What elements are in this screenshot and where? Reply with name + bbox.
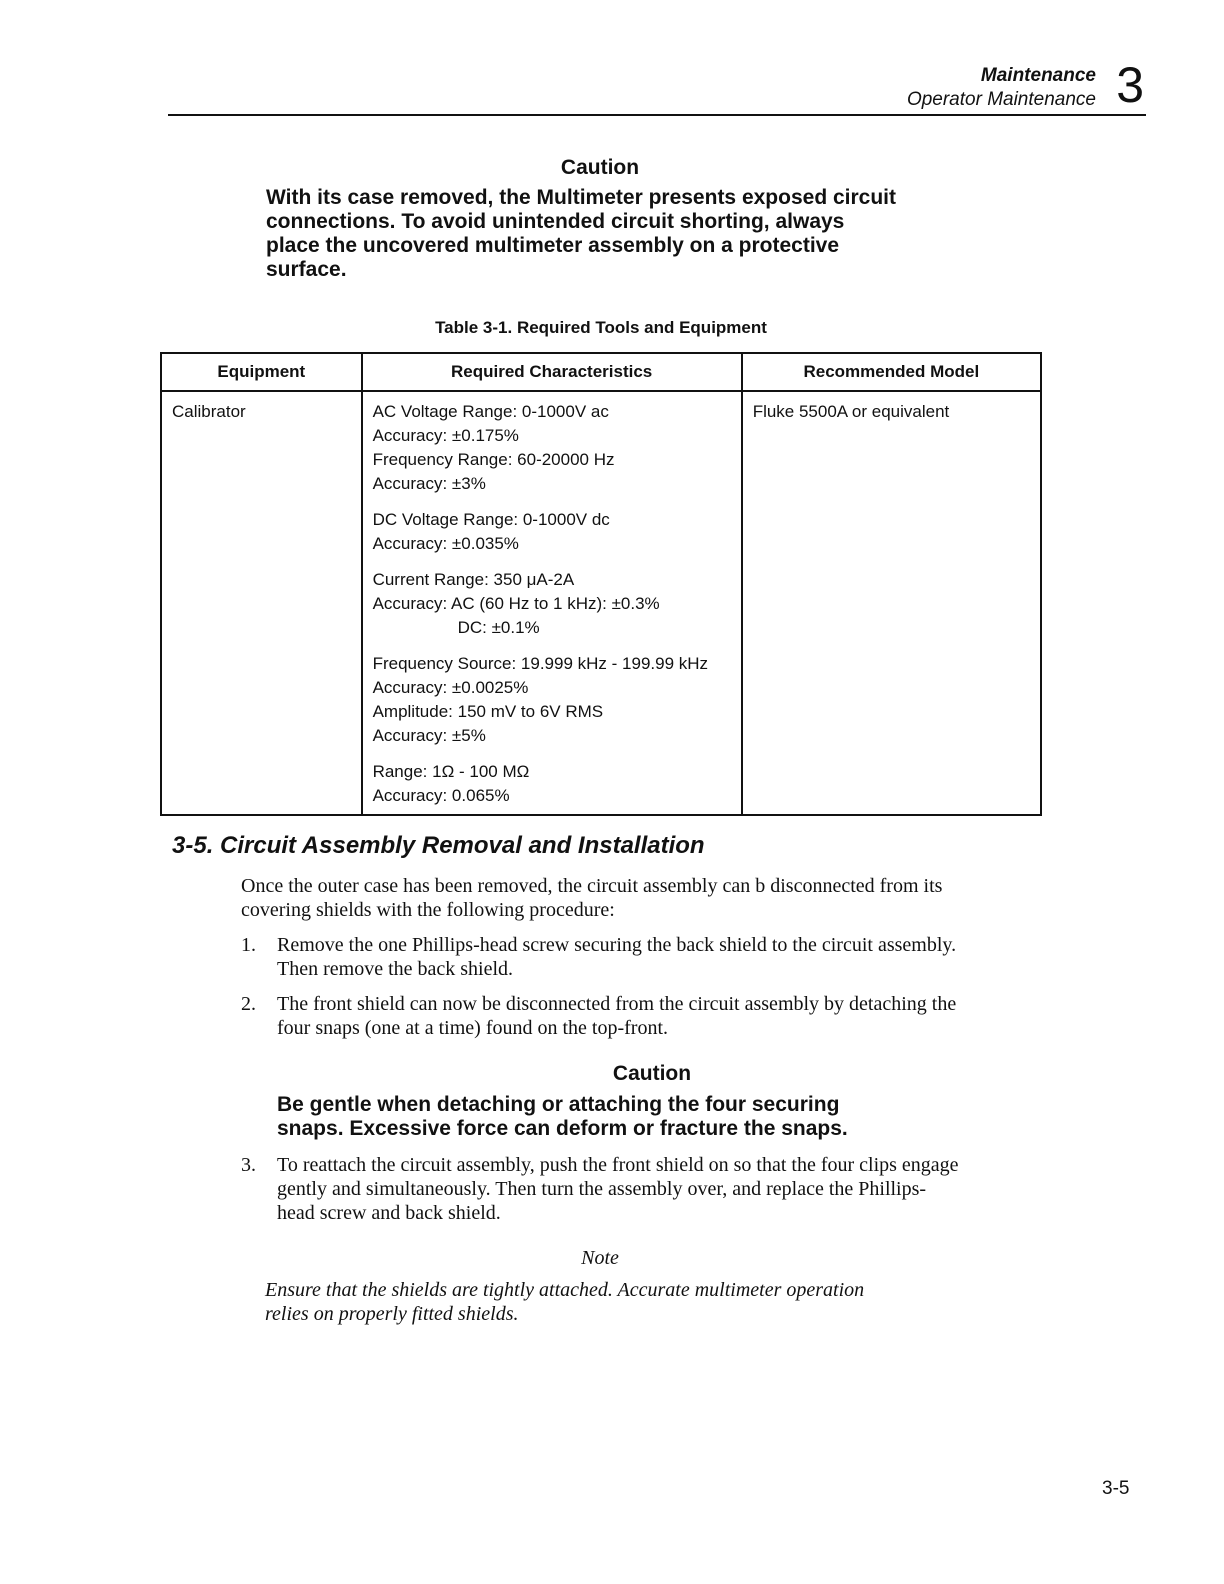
note-line: relies on properly fitted shields. bbox=[265, 1303, 519, 1325]
model-cell: Fluke 5500A or equivalent bbox=[742, 391, 1041, 815]
equipment-cell: Calibrator bbox=[161, 391, 362, 815]
characteristics-group bbox=[373, 652, 731, 748]
column-header-characteristics: Required Characteristics bbox=[362, 353, 742, 391]
step-line: Then remove the back shield. bbox=[277, 958, 514, 980]
step-text bbox=[277, 1153, 1041, 1225]
table-header-row bbox=[161, 353, 1041, 391]
step-line: gently and simultaneously. Then turn the assembly over, and replace the Phillips- bbox=[277, 1178, 927, 1200]
characteristic-line: Amplitude: 150 mV to 6V RMS bbox=[372, 702, 604, 721]
section-heading: 3-5. Circuit Assembly Removal and Installation bbox=[172, 832, 705, 859]
step-line: four snaps (one at a time) found on the top-front. bbox=[277, 1017, 669, 1039]
table-caption: Table 3-1. Required Tools and Equipment bbox=[435, 318, 767, 337]
characteristic-line: DC: ±0.1% bbox=[457, 618, 540, 637]
characteristics-group bbox=[373, 400, 731, 496]
characteristic-line: Accuracy: 0.065% bbox=[372, 786, 510, 805]
step-number: 3. bbox=[241, 1154, 256, 1176]
page-number: 3-5 bbox=[1102, 1478, 1130, 1499]
characteristic-line: Current Range: 350 μA-2A bbox=[372, 570, 575, 589]
characteristics-cell bbox=[362, 391, 742, 815]
note-text bbox=[265, 1278, 945, 1326]
caution-line: snaps. Excessive force can deform or fracture the snaps. bbox=[277, 1117, 848, 1140]
caution-title: Caution bbox=[612, 1062, 692, 1085]
step-text bbox=[277, 992, 1041, 1040]
step-number: 2. bbox=[241, 993, 256, 1015]
running-header bbox=[168, 57, 1146, 116]
equipment-table bbox=[160, 352, 1042, 816]
characteristics-group bbox=[373, 760, 731, 808]
characteristic-line: Frequency Range: 60-20000 Hz bbox=[372, 450, 615, 469]
header-subsection: Operator Maintenance bbox=[906, 89, 1096, 110]
characteristic-line: Accuracy: ±0.0025% bbox=[372, 678, 529, 697]
step-line: head screw and back shield. bbox=[277, 1202, 501, 1224]
header-section-labels bbox=[907, 64, 1096, 112]
caution-line: With its case removed, the Multimeter presents exposed circuit bbox=[266, 186, 896, 209]
characteristics-group bbox=[373, 568, 731, 640]
step-line: To reattach the circuit assembly, push the front shield on so that the four clips engage bbox=[277, 1154, 959, 1176]
caution-text bbox=[277, 1093, 977, 1141]
header-section: Maintenance bbox=[980, 65, 1096, 86]
characteristic-line: AC Voltage Range: 0-1000V ac bbox=[372, 402, 609, 421]
characteristic-line: Range: 1Ω - 100 MΩ bbox=[372, 762, 530, 781]
caution-line: surface. bbox=[266, 258, 347, 281]
column-header-model: Recommended Model bbox=[742, 353, 1041, 391]
note-title: Note bbox=[581, 1247, 619, 1269]
paragraph-line: Once the outer case has been removed, the circuit assembly can b disconnected from its bbox=[241, 875, 943, 897]
caution-text bbox=[266, 186, 966, 282]
step-text bbox=[277, 933, 1041, 981]
note-line: Ensure that the shields are tightly attached. Accurate multimeter operation bbox=[265, 1279, 865, 1301]
characteristic-line: DC Voltage Range: 0-1000V dc bbox=[372, 510, 610, 529]
chapter-number: 3 bbox=[1116, 57, 1144, 113]
characteristics-group bbox=[373, 508, 731, 556]
characteristic-line: Frequency Source: 19.999 kHz - 199.99 kHz bbox=[372, 654, 709, 673]
characteristic-line: Accuracy: ±3% bbox=[372, 474, 486, 493]
characteristic-line: Accuracy: AC (60 Hz to 1 kHz): ±0.3% bbox=[372, 594, 660, 613]
caution-line: connections. To avoid unintended circuit shorting, always bbox=[266, 210, 845, 233]
paragraph-line: covering shields with the following procedure: bbox=[241, 899, 615, 921]
characteristic-line: Accuracy: ±0.175% bbox=[372, 426, 519, 445]
characteristic-line: Accuracy: ±5% bbox=[372, 726, 486, 745]
step-line: Remove the one Phillips-head screw securing the back shield to the circuit assembly. bbox=[277, 934, 957, 956]
intro-paragraph bbox=[241, 874, 1041, 922]
caution-line: place the uncovered multimeter assembly on a protective bbox=[266, 234, 840, 257]
column-header-equipment: Equipment bbox=[161, 353, 362, 391]
step-number: 1. bbox=[241, 934, 256, 956]
caution-title: Caution bbox=[560, 156, 640, 179]
step-line: The front shield can now be disconnected from the circuit assembly by detaching the bbox=[277, 993, 957, 1015]
caution-line: Be gentle when detaching or attaching the four securing bbox=[277, 1093, 840, 1116]
characteristic-line: Accuracy: ±0.035% bbox=[372, 534, 519, 553]
table-row bbox=[161, 391, 1041, 815]
